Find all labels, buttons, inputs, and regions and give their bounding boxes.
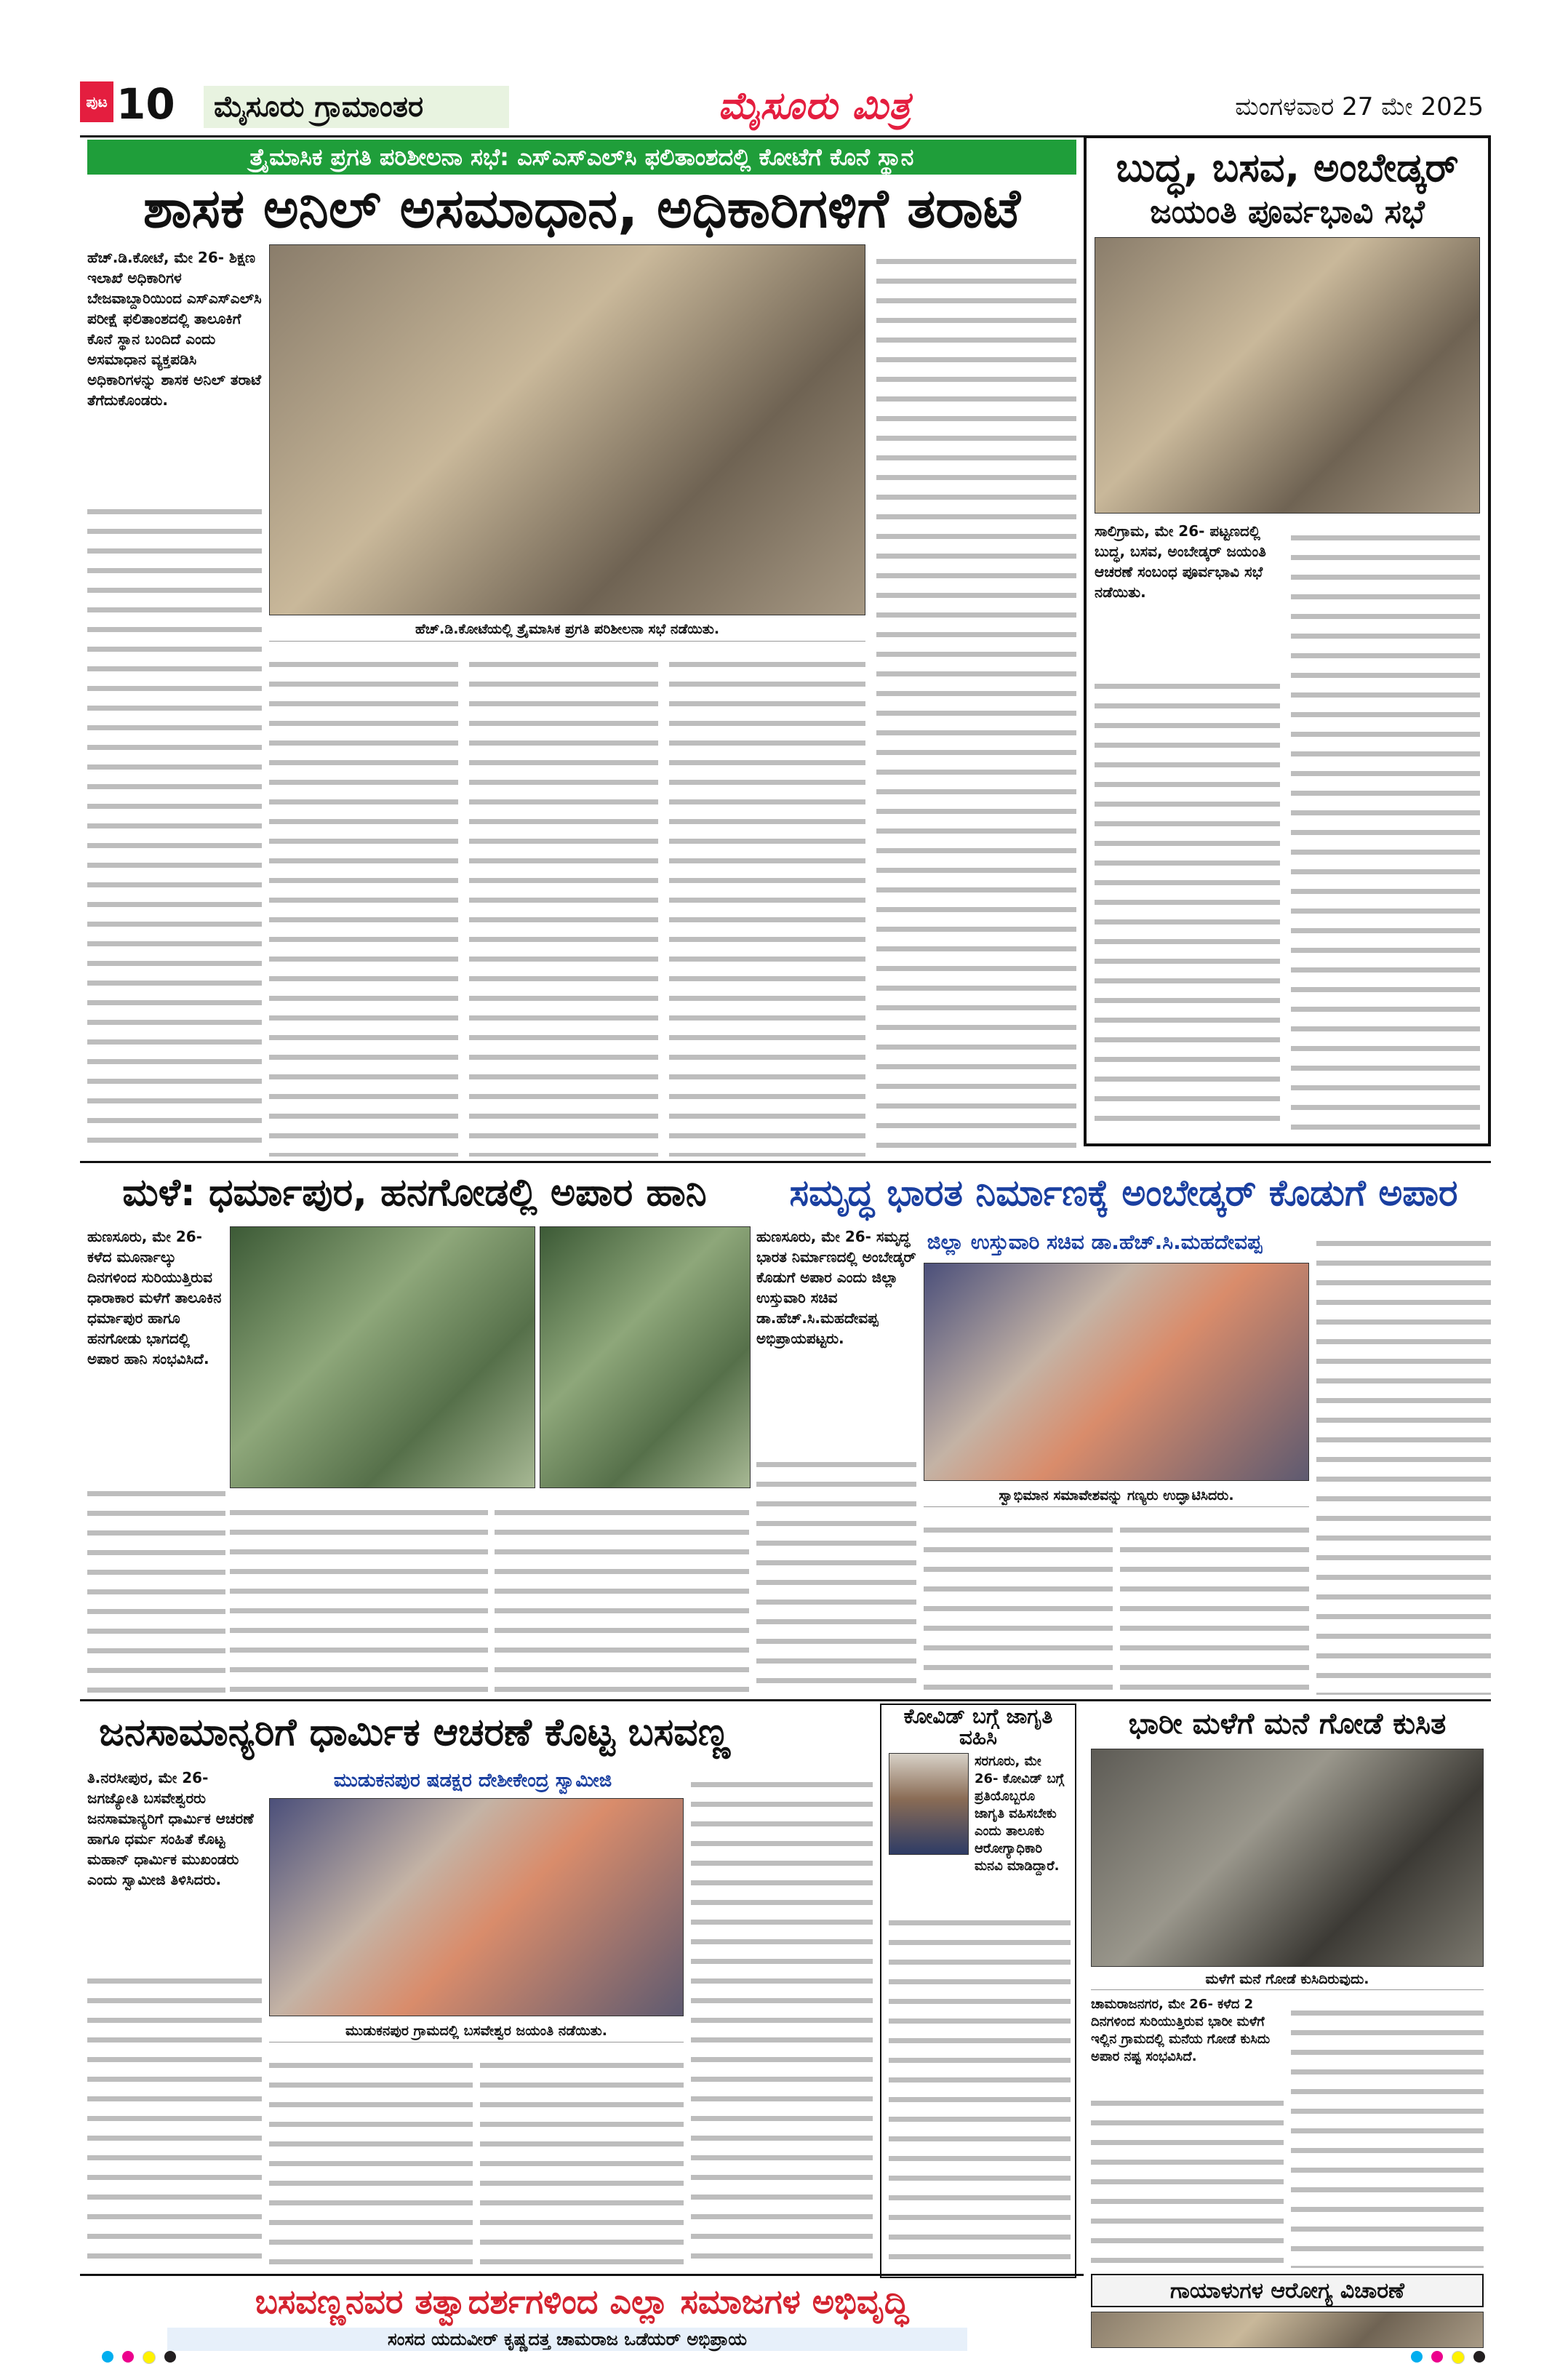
story-lead: ಚಾಮರಾಜನಗರ, ಮೇ 26- ಕಳೆದ 2 ದಿನಗಳಿಂದ ಸುರಿಯುತ್ತಿರುವ ಭಾರೀ ಮಳೆಗೆ ಇಲ್ಲಿನ ಗ್ರಾಮದಲ್ಲಿ ಮನೆಯ ಗೋಡೆ ಕುಸಿದು ಅಪಾರ ನಷ್ಟ ಸಂಭವಿಸಿದೆ.: [1091, 1997, 1271, 2064]
section-rule: [80, 1699, 1491, 1701]
story-body: [87, 1964, 262, 2269]
story-body: [480, 2048, 684, 2267]
story-body: [1120, 1513, 1309, 1695]
story-body: [924, 1513, 1113, 1695]
fallen-tree-photo: [230, 1226, 535, 1488]
story-body: [1091, 2086, 1284, 2268]
story-lead: ಸರಗೂರು, ಮೇ 26- ಕೋವಿಡ್ ಬಗ್ಗೆ ಪ್ರತಿಯೊಬ್ಬರೂ ಜಾಗೃತಿ ವಹಿಸಬೇಕು ಎಂದು ತಾಲೂಕು ಆರೋಗ್ಯಾಧಿಕಾರಿ ಮನವಿ ಮಾಡಿದ್ದಾರೆ.: [975, 1754, 1065, 1874]
cyan-dot: [1411, 2351, 1423, 2363]
story-body: [269, 647, 458, 1157]
yellow-dot: [1452, 2351, 1465, 2364]
story-lead: ಹೆಚ್.ಡಿ.ಕೋಟೆ, ಮೇ 26- ಶಿಕ್ಷಣ ಇಲಾಖೆ ಅಧಿಕಾರಿಗಳ ಬೇಜವಾಬ್ದಾರಿಯಿಂದ ಎಸ್‌ಎಸ್‌ಎಲ್‌ಸಿ ಪರೀಕ್ಷೆ ಫಲಿತಾಂಶದಲ್ಲಿ ತಾಲೂಕಿಗೆ ಕೊನೆ ಸ್ಥಾನ ಬಂದಿದೆ ಎಂದು ಅಸಮಾಧಾನ ವ್ಯಕ್ತಪಡಿಸಿ ಅಧಿಕಾರಿಗಳನ್ನು ಶಾಸಕ ಅನಿಲ್ ತರಾಟೆ ತೆಗೆದುಕೊಂಡರು.: [87, 249, 262, 409]
story-headline: ಗಾಯಾಳುಗಳ ಆರೋಗ್ಯ ವಿಚಾರಣೆ: [1091, 2274, 1484, 2307]
story-body: [495, 1496, 749, 1695]
story-body: [469, 647, 658, 1157]
story-headline: ಬುದ್ಧ, ಬಸವ, ಅಂಬೇಡ್ಕರ್: [1116, 144, 1459, 191]
story-body: [756, 1447, 916, 1695]
photo-caption: ಮುಡುಕನಪುರ ಗ್ರಾಮದಲ್ಲಿ ಬಸವೇಶ್ವರ ಜಯಂತಿ ನಡೆಯಿತು.: [269, 2019, 684, 2042]
doctor-portrait: [889, 1753, 969, 1855]
section-rule: [80, 1161, 1491, 1163]
section-rule: [80, 2274, 1084, 2276]
photo-caption: ಸ್ವಾಭಿಮಾನ ಸಮಾವೇಶವನ್ನು ಗಣ್ಯರು ಉದ್ಘಾಟಿಸಿದರು.: [924, 1484, 1309, 1507]
rain-damage-photo: [540, 1226, 751, 1488]
story-headline: ಜನಸಾಮಾನ್ಯರಿಗೆ ಧಾರ್ಮಿಕ ಆಚರಣೆ ಕೊಟ್ಟ ಬಸವಣ್ಣ: [99, 1710, 730, 1754]
gathering-photo: [269, 1798, 684, 2016]
hospital-photo: [1091, 2312, 1484, 2348]
page-number: 10: [116, 79, 175, 129]
story-headline: ಭಾರೀ ಮಳೆಗೆ ಮನೆ ಗೋಡೆ ಕುಸಿತ: [1128, 1707, 1447, 1741]
story-headline: ಕೋವಿಡ್ ಬಗ್ಗೆ ಜಾಗೃತಿ ವಹಿಸಿ: [903, 1704, 1053, 1749]
meeting-photo: [1095, 237, 1480, 514]
story-body: [87, 1477, 225, 1695]
story-body: [269, 2048, 473, 2267]
collapsed-wall-photo: [1091, 1749, 1484, 1967]
story-headline: ಶಾಸಕ ಅನಿಲ್ ಅಸಮಾಧಾನ, ಅಧಿಕಾರಿಗಳಿಗೆ ತರಾಟೆ: [143, 177, 1021, 241]
story-lead: ತಿ.ನರಸೀಪುರ, ಮೇ 26- ಜಗಜ್ಯೋತಿ ಬಸವೇಶ್ವರರು ಜನಸಾಮಾನ್ಯರಿಗೆ ಧಾರ್ಮಿಕ ಆಚರಣೆ ಹಾಗೂ ಧರ್ಮ ಸಂಹಿತೆ ಕೊಟ್ಟ ಮಹಾನ್ ಧಾರ್ಮಿಕ ಮುಖಂಡರು ಎಂದು ಸ್ವಾಮೀಜಿ ತಿಳಿಸಿದರು.: [87, 1769, 254, 1888]
story-headline: ಮಳೆ: ಧರ್ಮಾಪುರ, ಹನಗೋಡಲ್ಲಿ ಅಪಾರ ಹಾನಿ: [122, 1170, 707, 1215]
section-title: ಮೈಸೂರು ಗ್ರಾಮಾಂತರ: [204, 86, 509, 128]
yellow-dot: [143, 2351, 156, 2364]
meeting-photo: [269, 244, 865, 615]
story-byline: ಸಂಸದ ಯದುವೀರ್ ಕೃಷ್ಣದತ್ತ ಚಾಮರಾಜ ಒಡೆಯರ್ ಅಭಿಪ್ರಾಯ: [167, 2328, 967, 2351]
story-headline: ಬಸವಣ್ಣನವರ ತತ್ವಾದರ್ಶಗಳಿಂದ ಎಲ್ಲಾ ಸಮಾಜಗಳ ಅಭಿವೃದ್ಧಿ: [255, 2281, 909, 2321]
story-body: [1291, 521, 1480, 1135]
story-headline: ಸಮೃದ್ಧ ಭಾರತ ನಿರ್ಮಾಣಕ್ಕೆ ಅಂಬೇಡ್ಕರ್ ಕೊಡುಗೆ ಅಪಾರ: [789, 1171, 1458, 1214]
story-headline-line2: ಜಯಂತಿ ಪೂರ್ವಭಾವಿ ಸಭೆ: [1150, 193, 1425, 231]
magenta-dot: [1431, 2351, 1443, 2363]
registration-marks: [1411, 2351, 1485, 2364]
story-kicker: ತ್ರೈಮಾಸಿಕ ಪ್ರಗತಿ ಪರಿಶೀಲನಾ ಸಭೆ: ಎಸ್‌ಎಸ್‌ಎಲ್‌ಸಿ ಫಲಿತಾಂಶದಲ್ಲಿ ಕೋಟೆಗೆ ಕೊನೆ ಸ್ಥಾನ: [87, 140, 1076, 175]
black-dot: [164, 2351, 176, 2363]
story-body: [1291, 1996, 1484, 2268]
issue-date: ಮಂಗಳವಾರ 27 ಮೇ 2025: [1235, 92, 1484, 121]
story-body: [1095, 669, 1280, 1135]
story-body: [691, 1768, 873, 2269]
story-body: [87, 495, 262, 1157]
cyan-dot: [102, 2351, 113, 2363]
story-lead: ಹುಣಸೂರು, ಮೇ 26- ಕಳೆದ ಮೂರ್ನಾಲ್ಕು ದಿನಗಳಿಂದ ಸುರಿಯುತ್ತಿರುವ ಧಾರಾಕಾರ ಮಳೆಗೆ ತಾಲೂಕಿನ ಧರ್ಮಾಪುರ ಹಾಗೂ ಹನಗೋಡು ಭಾಗದಲ್ಲಿ ಅಪಾರ ಹಾನಿ ಸಂಭವಿಸಿದೆ.: [87, 1228, 222, 1367]
story-body: [876, 244, 1076, 1157]
black-dot: [1473, 2351, 1485, 2363]
story-body: [1316, 1226, 1491, 1695]
masthead-logo: ಮೈಸೂರು ಮಿತ್ರ: [718, 84, 911, 128]
page-tag: ಪುಟ: [80, 81, 113, 122]
photo-caption: ಮಳೆಗೆ ಮನೆ ಗೋಡೆ ಕುಸಿದಿರುವುದು.: [1091, 1968, 1484, 1990]
registration-marks: [102, 2351, 176, 2364]
photo-caption: ಹೆಚ್.ಡಿ.ಕೋಟೆಯಲ್ಲಿ ತ್ರೈಮಾಸಿಕ ಪ್ರಗತಿ ಪರಿಶೀಲನಾ ಸಭೆ ನಡೆಯಿತು.: [269, 617, 865, 642]
story-subhead: ಜಿಲ್ಲಾ ಉಸ್ತುವಾರಿ ಸಚಿವ ಡಾ.ಹೆಚ್.ಸಿ.ಮಹದೇವಪ್ಪ: [927, 1230, 1263, 1254]
story-body: [889, 1906, 1071, 2269]
magenta-dot: [122, 2351, 134, 2363]
story-body: [669, 647, 865, 1157]
event-photo: [924, 1263, 1309, 1481]
story-subhead: ಮುಡುಕನಪುರ ಷಡಕ್ಷರ ದೇಶೀಕೇಂದ್ರ ಸ್ವಾಮೀಜಿ: [333, 1769, 612, 1792]
story-lead: ಹುಣಸೂರು, ಮೇ 26- ಸಮೃದ್ಧ ಭಾರತ ನಿರ್ಮಾಣದಲ್ಲಿ ಅಂಬೇಡ್ಕರ್ ಕೊಡುಗೆ ಅಪಾರ ಎಂದು ಜಿಲ್ಲಾ ಉಸ್ತುವಾರಿ ಸಚಿವ ಡಾ.ಹೆಚ್.ಸಿ.ಮಹದೇವಪ್ಪ ಅಭಿಪ್ರಾಯಪಟ್ಟರು.: [756, 1228, 916, 1347]
story-body: [230, 1496, 488, 1695]
story-lead: ಸಾಲಿಗ್ರಾಮ, ಮೇ 26- ಪಟ್ಟಣದಲ್ಲಿ ಬುದ್ಧ, ಬಸವ, ಅಂಬೇಡ್ಕರ್ ಜಯಂತಿ ಆಚರಣೆ ಸಂಬಂಧ ಪೂರ್ವಭಾವಿ ಸಭೆ ನಡೆಯಿತು.: [1095, 522, 1266, 601]
